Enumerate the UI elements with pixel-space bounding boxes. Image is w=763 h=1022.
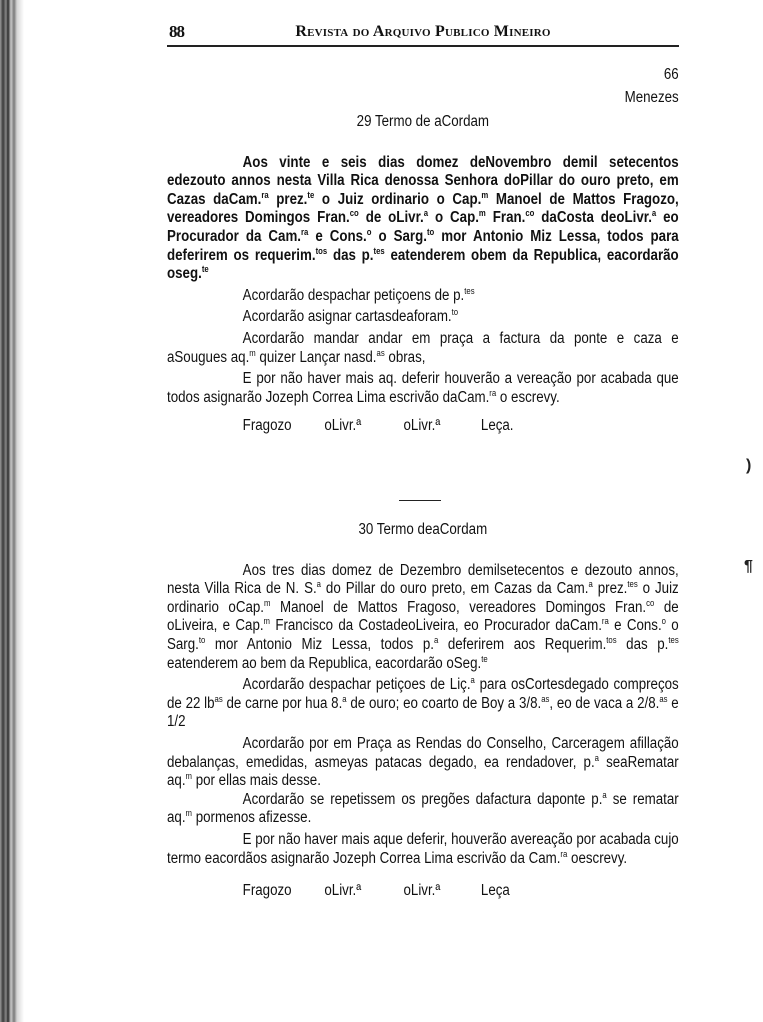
abbreviation-superscript: ra [489,387,497,398]
abbreviation-superscript: m [481,189,489,200]
abbreviation-superscript: m [185,770,192,781]
term-title: 30 Termo deaCordam [358,521,488,538]
abbreviation-superscript: to [426,226,435,237]
section-separator [399,500,441,501]
paragraph: E por não haver mais aque deferir, houverão avereação por acabada cujo termo eacordãos asignarão Jozeph Correa Lima escrivão da Cam.$^{ra}$ oescrevy. [167,830,679,867]
abbreviation-superscript: te [201,264,209,274]
signatures [167,882,679,901]
page-header [167,22,679,46]
abbreviation-superscript: as [376,347,385,358]
abbreviation-superscript: tos [315,245,328,256]
abbreviation-superscript: ra [300,226,309,237]
paragraph: Acordarão despachar petiçoes de Liç.$^a$ para osCortesdegado compreços de 22 $lb^{as}$ de carne por hua 8.$^a$ de ouro; eo coarto de Boy a 3/8.$^{as}$, eo de vaca a 2/8.$^{as}$ e 1/2 [167,675,679,731]
signature: Leça. [480,417,514,435]
paragraph: Aos vinte e seis dias domez deNovembro demil setecentos edezouto annos nesta Villa Rica denossa Senhora doPillar do ouro preto, em Cazas daCam.$^{ra}$ prez.$^{te}$ o Juiz ordinario o Cap.$^m$ Manoel de Mattos Fragozo, vereadores Domingos Fran.$^{co}$ de oLivr.$^a$ o Cap.$^m$ Fran.$^{co}$ daCosta deoLivr.$^a$ eo Procurador da Cam.$^{ra}$ e Cons.$^o$ o Sarg.$^{to}$ mor Antonio Miz Lessa, todos para deferirem os requerim.$^{tos}$ das p.$^{tes}$ eatenderem obem da Republica, eacordarão oseg.$^{te}$ [167,153,679,283]
abbreviation-superscript: as [214,693,223,704]
marginal-name: Menezes [624,88,679,106]
paragraph: Acordarão se repetissem os pregões dafactura daponte p.$^a$ se rematar aq.$^m$ pormenos afizesse. [167,789,679,827]
abbreviation-superscript: tes [668,634,679,645]
abbreviation-superscript: tes [627,579,638,590]
abbreviation-superscript: to [198,634,206,645]
term-title: 29 Termo de aCordam [356,113,490,130]
abbreviation-superscript: a [316,579,321,590]
paragraph: Acordarão mandar andar em praça a factura da ponte e caza e aSougues aq.$^m$ quizer Lançar nasd.$^{as}$ obras, [167,329,679,366]
marginal-note [167,66,679,107]
abbreviation-superscript: a [470,675,475,685]
abbreviation-superscript: m [263,616,271,627]
marginal-number: 66 [663,66,679,83]
paragraph: E por não haver mais aq. deferir houverão a vereação por acabada que todos asignarão Jozeph Correa Lima escrivão daCam.$^{ra}$ o escrevy. [167,370,679,406]
abbreviation-superscript: as [541,693,550,704]
signatures [167,417,679,436]
abbreviation-superscript: a [588,579,593,590]
abbreviation-superscript: as [659,693,668,704]
abbreviation-superscript: tos [606,634,617,645]
paragraph: Aos tres dias domez de Dezembro demilsetecentos e dezouto annos, nesta Villa Rica de N. S.$^a$ do Pillar do ouro preto, em Cazas da Cam.$^a$ prez.$^{tes}$ o Juiz ordinario oCap.$^m$ Manoel de Mattos Fragoso, vereadores Domingos Fran.$^{co}$ de oLiveira, e Cap.$^m$ Francisco da CostadeoLiveira, eo Procurador daCam.$^{ra}$ e Cons.$^o$ o Sarg.$^{to}$ mor Antonio Miz Lessa, todos p.$^a$ deferirem aos Requerim.$^{tos}$ das p.$^{tes}$ eatenderem ao bem da Republica, eacordarão oSeg.$^{te}$ [167,561,679,672]
signature: Fragozo [242,417,292,435]
abbreviation-superscript: m [263,597,271,608]
abbreviation-superscript: tes [373,245,385,256]
abbreviation-superscript: te [307,189,315,200]
margin-mark: ) [746,457,752,474]
abbreviation-superscript: te [481,653,488,664]
term-30 [167,521,679,901]
abbreviation-superscript: m [249,347,256,358]
signature: oLivr.ª [324,882,362,900]
abbreviation-superscript: a [602,789,607,800]
abbreviation-superscript: tes [464,285,475,296]
abbreviation-superscript: m [478,208,486,219]
term-29 [167,113,679,436]
abbreviation-superscript: a [342,693,347,704]
abbreviation-superscript: ra [261,189,269,200]
abbreviation-superscript: a [423,208,429,219]
signature: Fragozo [242,882,292,900]
margin-mark: ¶ [744,558,753,575]
abbreviation-superscript: co [525,208,535,219]
abbreviation-superscript: a [433,634,439,645]
signature: Leça [480,882,510,900]
signature: oLivr.ª [324,417,362,435]
paragraph: Acordarão despachar petiçoens de p.$^{tes}$ [242,285,475,304]
abbreviation-superscript: ra [560,848,568,859]
book-binding-edge [0,0,24,1022]
abbreviation-superscript: o [366,226,372,237]
signature: oLivr.ª [403,882,441,900]
running-title: Revista do Arquivo Publico Mineiro [295,23,551,40]
abbreviation-superscript: a [594,752,599,763]
abbreviation-superscript: o [661,616,666,627]
abbreviation-superscript: ra [601,616,609,627]
abbreviation-superscript: co [349,208,359,219]
abbreviation-superscript: co [646,597,655,608]
abbreviation-superscript: m [185,808,192,819]
signature: oLivr.ª [403,417,441,435]
paragraph: Acordarão por em Praça as Rendas do Conselho, Carceragem afillação debalanças, emedidas, asmeyas patacas degado, ea rendadover, p.$^a$ seaRematar aq.$^m$ por ellas mais desse. [167,734,679,790]
paragraph: Acordarão asignar cartasdeaforam.$^{to}$ [242,307,459,326]
page-number: 88 [169,22,184,41]
header-rule [167,45,679,47]
abbreviation-superscript: to [451,307,459,318]
abbreviation-superscript: a [651,208,657,219]
